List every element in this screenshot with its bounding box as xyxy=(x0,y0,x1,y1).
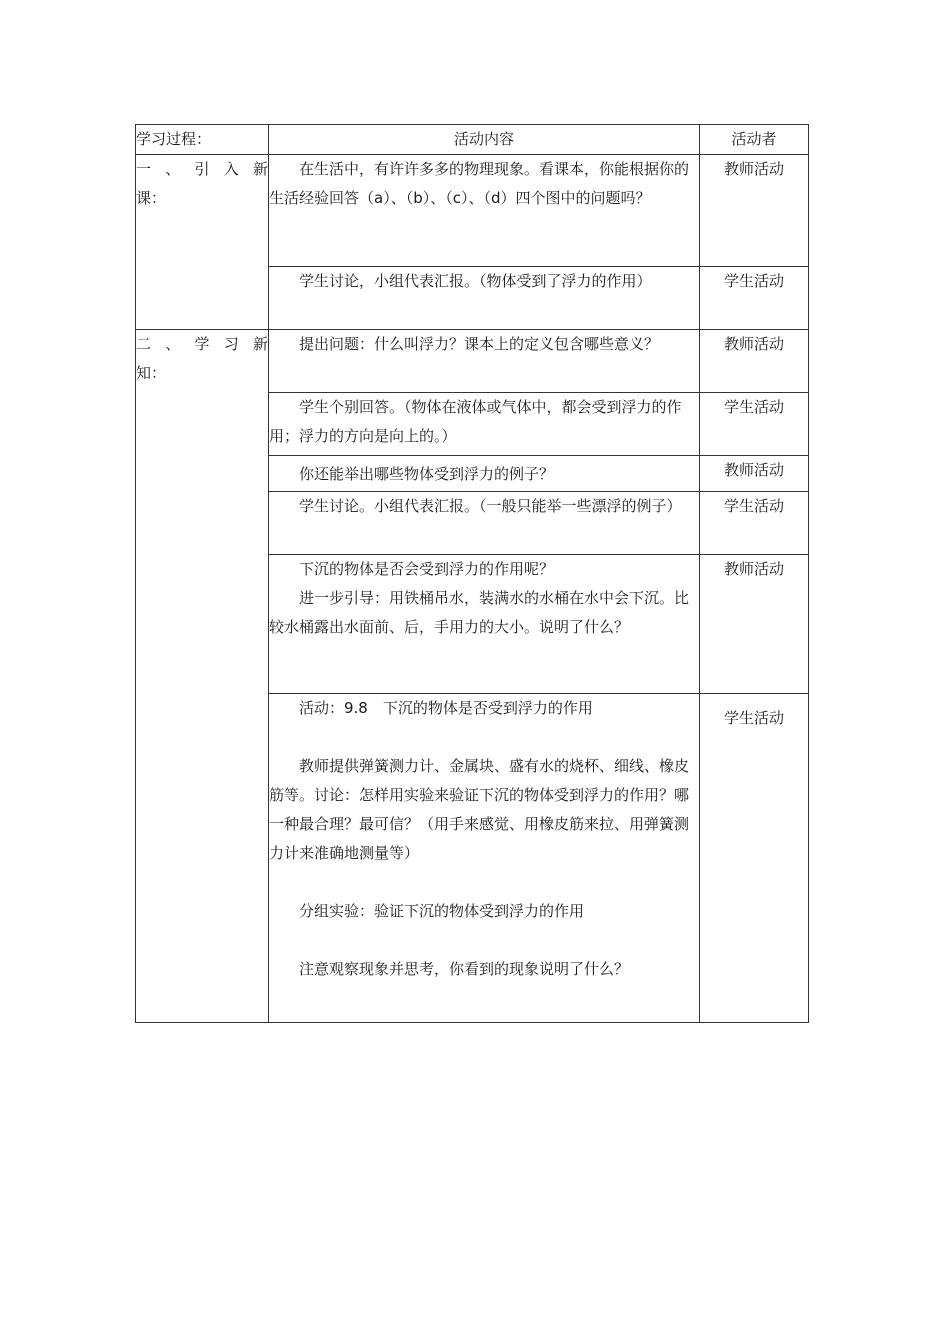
content-paragraph: 分组实验：验证下沉的物体受到浮力的作用 xyxy=(299,902,585,920)
actor-cell: 学生活动 xyxy=(700,393,809,456)
content-cell xyxy=(269,393,700,456)
stage-cell-introduce-new-lesson xyxy=(136,155,269,330)
actor-cell: 学生活动 xyxy=(700,694,809,1023)
content-paragraph: 下沉的物体是否会受到浮力的作用呢？ xyxy=(299,560,555,578)
table-header-row xyxy=(136,125,809,155)
content-paragraph: 注意观察现象并思考，你看到的现象说明了什么？ xyxy=(299,960,630,978)
content-cell xyxy=(269,330,700,393)
content-paragraph: 提出问题：什么叫浮力？课本上的定义包含哪些意义？ xyxy=(299,335,660,353)
actor-cell: 教师活动 xyxy=(700,330,809,393)
stage-label-line1: 一 、 引 入 新 xyxy=(136,160,268,178)
content-paragraph: 进一步引导：用铁桶吊水，装满水的水桶在水中会下沉。比较水桶露出水面前、后，手用力的大小。说明了什么？ xyxy=(269,589,690,636)
content-paragraph: 你还能举出哪些物体受到浮力的例子？ xyxy=(299,465,555,483)
content-cell xyxy=(269,492,700,555)
header-actor: 活动者 xyxy=(700,125,809,155)
content-paragraph: 学生讨论，小组代表汇报。（物体受到了浮力的作用） xyxy=(299,272,652,290)
table-row xyxy=(136,330,809,393)
header-learning-process: 学习过程： xyxy=(136,125,269,155)
actor-cell: 学生活动 xyxy=(700,267,809,330)
actor-cell: 教师活动 xyxy=(700,456,809,492)
content-cell xyxy=(269,694,700,1023)
lesson-plan-table xyxy=(135,124,809,1023)
actor-cell: 教师活动 xyxy=(700,155,809,267)
stage-label-line2: 知： xyxy=(136,364,167,382)
content-paragraph: 活动：9.8 下沉的物体是否受到浮力的作用 xyxy=(299,699,593,717)
content-paragraph: 在生活中，有许许多多的物理现象。看课本，你能根据你的生活经验回答（a）、（b）、（c）、（d）四个图中的问题吗？ xyxy=(269,160,690,207)
stage-label-line1: 二 、 学 习 新 xyxy=(136,335,268,353)
table-row xyxy=(136,155,809,267)
header-activity-content: 活动内容 xyxy=(269,125,700,155)
content-cell xyxy=(269,456,700,492)
content-paragraph: 学生讨论。小组代表汇报。（一般只能举一些漂浮的例子） xyxy=(299,497,682,515)
stage-cell-learn-new-knowledge xyxy=(136,330,269,1023)
content-paragraph: 教师提供弹簧测力计、金属块、盛有水的烧杯、细线、橡皮筋等。讨论：怎样用实验来验证下沉的物体受到浮力的作用？哪一种最合理？最可信？（用手来感觉、用橡皮筋来拉、用弹簧测力计来准确地测量等） xyxy=(269,757,690,862)
content-cell xyxy=(269,155,700,267)
content-cell xyxy=(269,267,700,330)
actor-cell: 学生活动 xyxy=(700,492,809,555)
content-paragraph: 学生个别回答。（物体在液体或气体中，都会受到浮力的作用；浮力的方向是向上的。） xyxy=(269,398,682,445)
content-cell xyxy=(269,555,700,694)
stage-label-line2: 课： xyxy=(136,189,167,207)
actor-cell: 教师活动 xyxy=(700,555,809,694)
